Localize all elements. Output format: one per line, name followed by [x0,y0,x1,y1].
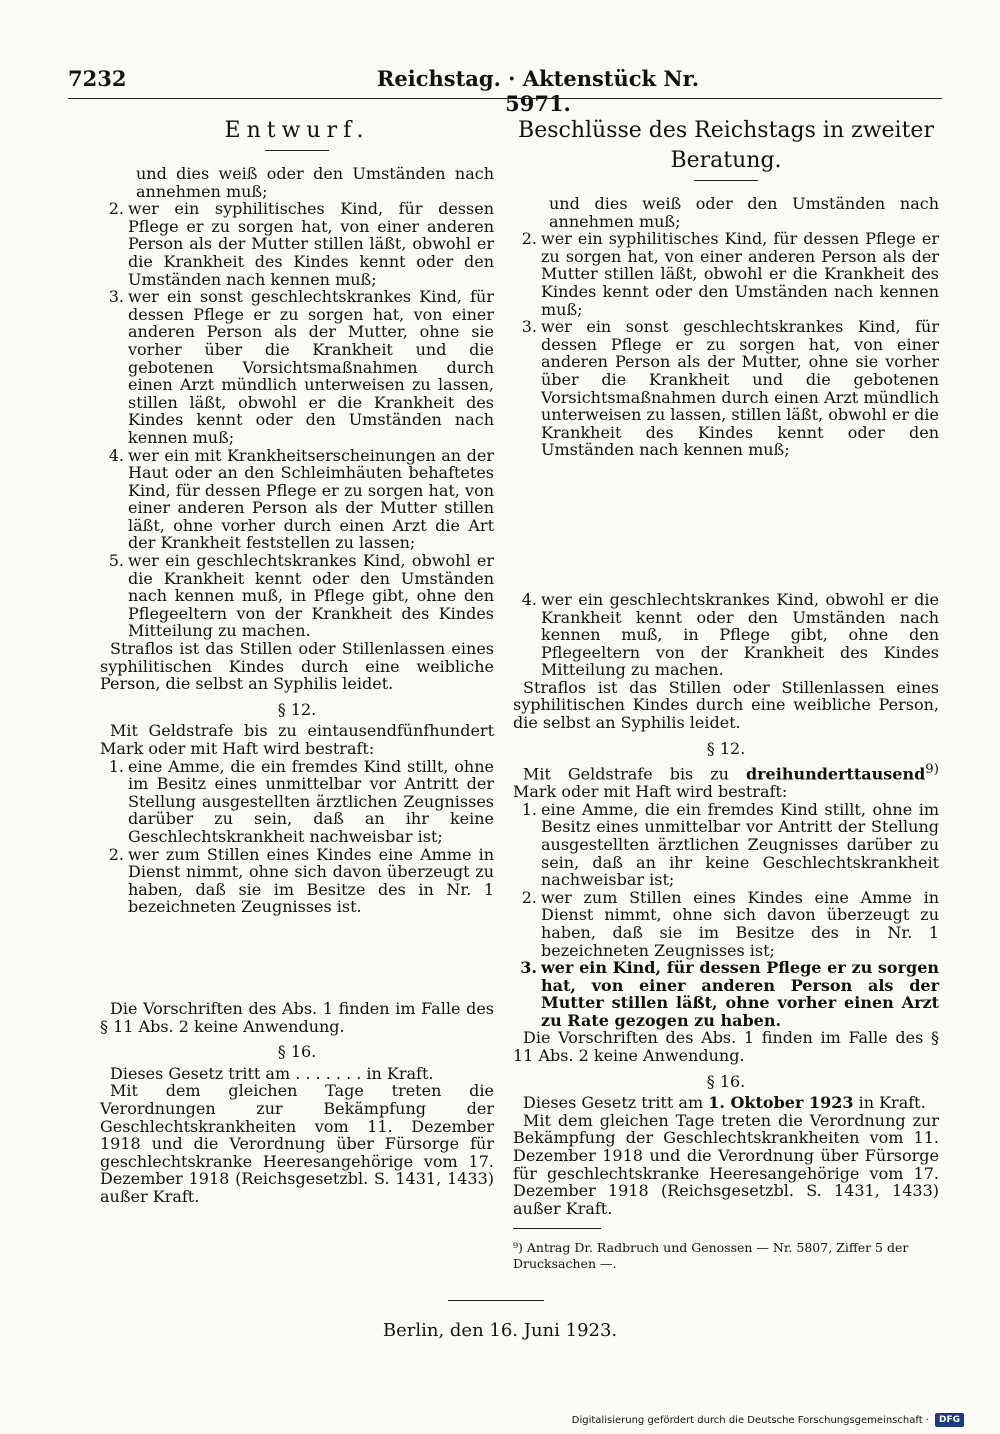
left-s12-item [100,758,494,846]
right-item-number: 4. [521,589,537,609]
right-s12-item-new [513,959,939,1029]
right-s12-item-text: eine Amme, die ein fremdes Kind stillt, ohne im Besitz eines unmittelbar vor Antritt der Stellung ausgestellten ärztlichen Zeugnisses darüber zu sein, daß an ihr keine Geschlechtskrankheit nachweisbar ist; [541,799,939,890]
left-section-16-paragraph: Mit dem gleichen Tage treten die Verordnungen zur Bekämpfung der Geschlechtskrankheiten vom 11. Dezember 1918 und die Verordnung über Fürsorge für geschlechtskranke Heeresangehörige vom 17. Dezember 1918 (Reichsgesetzbl. S. 1431, 1433) außer Kraft. [100,1081,494,1206]
digitization-credit [572,1413,964,1427]
right-s12-item [513,889,939,959]
left-s12-item-text: eine Amme, die ein fremdes Kind stillt, ohne im Besitz eines unmittelbar vor Antritt der Stellung ausgestellten ärztlichen Zeugnisses darüber zu sein, daß an ihr keine Geschlechtskrankheit nachweisbar ist; [128,756,494,846]
right-s16-pre: Dieses Gesetz tritt am [523,1093,704,1113]
running-title: Reichstag. · Aktenstück Nr. 5971. [376,66,700,116]
right-section-16-title: § 16. [706,1071,746,1091]
left-section-12-title: § 12. [277,699,317,719]
right-item-number: 3. [521,317,537,337]
right-item-text: wer ein geschlechtskrankes Kind, obwohl er die Krankheit kennt oder den Umständen nach kennen muß, in Pflege gibt, ohne den Pflegeeltern von der Krankheit des Kindes Mitteilung zu machen. [541,589,939,680]
left-item-text: wer ein geschlechtskrankes Kind, obwohl er die Krankheit kennt oder den Umständen nach kennen muß, in Pflege gibt, ohne den Pflegeeltern von der Krankheit des Kindes Mitteilung zu machen. [128,551,494,641]
left-column [100,116,494,1205]
right-straflos-paragraph: Straflos ist das Stillen oder Stillenlassen eines syphilitischen Kindes durch eine weibliche Person, die selbst an Syphilis leidet. [513,677,939,733]
page-number: 7232 [68,66,127,91]
right-s16-date: 1. Oktober 1923 [708,1093,854,1113]
right-item-text: wer ein syphilitisches Kind, für dessen Pflege er zu sorgen hat, von einer anderen Person als der Mutter stillen läßt, obwohl er die Krankheit des Kindes kennt oder den Umständen nach kennen muß; [541,229,939,319]
left-continuation: und dies weiß oder den Umständen nach annehmen muß; [136,164,494,201]
left-item-number: 5. [108,551,124,571]
right-s12-intro-post: Mark oder mit Haft wird bestraft: [513,782,788,802]
dfg-logo: DFG [935,1413,964,1427]
left-s12-item-number: 2. [108,844,124,864]
right-gap-omitted-item [513,459,939,591]
footnote: ⁹) Antrag Dr. Radbruch und Genossen — Nr. 5807, Ziffer 5 der Drucksachen —. [513,1240,909,1271]
dateline: Berlin, den 16. Juni 1923. [382,1320,618,1341]
right-s12-amount: dreihunderttausend [745,764,926,784]
left-column-heading: Entwurf. [224,118,370,143]
left-item [100,200,494,288]
right-s12-item-text: wer ein Kind, für dessen Pflege er zu sorgen hat, von einer anderen Person als der Mutter stillen läßt, ohne vorher einen Arzt zu Rate gezogen zu haben. [541,958,939,1030]
left-item [100,552,494,640]
page-header [68,66,942,116]
left-item [100,447,494,553]
footnote-reference: 9) [925,762,939,778]
right-vorschriften-paragraph: Die Vorschriften des Abs. 1 finden im Falle des § 11 Abs. 2 keine Anwendung. [513,1028,939,1066]
left-s12-item [100,846,494,916]
left-item-number: 3. [108,287,124,307]
right-item [513,230,939,318]
left-item-text: wer ein syphilitisches Kind, für dessen Pflege er zu sorgen hat, von einer anderen Person als der Mutter stillen läßt, obwohl er die Krankheit des Kindes kennt oder den Umständen nach kennen muß; [128,199,494,289]
right-heading-rule [694,180,758,181]
right-item [513,318,939,459]
left-heading-rule [265,150,329,151]
right-section-16-paragraph: Mit dem gleichen Tage treten die Verordnung zur Bekämpfung der Geschlechtskrankheiten vom 11. Dezember 1918 und die Verordnung über Fürsorge für geschlechtskranke Heeresangehörige vom 17. Dezember 1918 (Reichsgesetzbl. S. 1431, 1433) außer Kraft. [513,1110,939,1218]
left-section-16-effective: Dieses Gesetz tritt am . . . . . . . in Kraft. [110,1063,434,1083]
left-section-16-title: § 16. [277,1042,317,1062]
left-s12-item-text: wer zum Stillen eines Kindes eine Amme in Dienst nimmt, ohne sich davon überzeugt zu haben, daß sie im Besitze des in Nr. 1 bezeichneten Zeugnisses ist. [128,844,494,917]
left-gap [100,916,494,1000]
footnote-rule [513,1228,601,1229]
header-rule [68,98,942,99]
right-item-text: wer ein sonst geschlechtskrankes Kind, für dessen Pflege er zu sorgen hat, von einer anderen Person als der Mutter, ohne sie vorher über die Krankheit und die gebotenen Vorsichtsmaßnahmen durch einen Arzt mündlich unterweisen zu lassen, stillen läßt, obwohl er die Krankheit des Kindes kennt oder den Umständen nach kennen muß; [541,317,939,460]
left-item-text: wer ein sonst geschlechtskrankes Kind, für dessen Pflege er zu sorgen hat, von einer anderen Person als der Mutter, ohne sie vorher über die Krankheit und die gebotenen Vorsichtsmaßnahmen durch einen Arzt mündlich unterweisen zu lassen, stillen läßt, obwohl er die Krankheit des Kindes kennt oder den Umständen nach kennen muß; [128,287,494,447]
right-s12-item [513,801,939,889]
right-s12-item-number: 2. [521,887,537,907]
credit-text: Digitalisierung gefördert durch die Deutsche Forschungsgemeinschaft · [571,1414,929,1426]
right-s12-item-number: 3. [520,958,537,978]
right-column-heading: Beschlüsse des Reichstags in zweiter Beratung. [518,118,934,173]
right-s12-intro-pre: Mit Geldstrafe bis zu [523,764,729,784]
left-item-number: 4. [108,445,124,465]
closing-rule [448,1300,544,1301]
right-section-12-intro [513,761,939,801]
right-column [513,116,939,1217]
left-item-number: 2. [108,199,124,219]
left-item [100,288,494,446]
right-item-number: 2. [521,229,537,249]
right-s12-item-number: 1. [521,799,537,819]
right-section-16-effective [513,1094,939,1112]
right-continuation: und dies weiß oder den Umständen nach annehmen muß; [549,194,939,231]
left-item-text: wer ein mit Krankheitserscheinungen an der Haut oder an den Schleimhäuten behaftetes Kind, für dessen Pflege er zu sorgen hat, von einer anderen Person als der Mutter stillen läßt, ohne vorher durch einen Arzt die Art der Krankheit feststellen zu lassen; [128,445,494,553]
left-section-12-intro: Mit Geldstrafe bis zu eintausendfünfhundert Mark oder mit Haft wird bestraft: [100,721,494,758]
right-s12-item-text: wer zum Stillen eines Kindes eine Amme in Dienst nimmt, ohne sich davon überzeugt zu haben, daß sie im Besitze des in Nr. 1 bezeichneten Zeugnisses ist; [541,887,939,960]
right-section-12-title: § 12. [706,738,746,758]
left-straflos-paragraph: Straflos ist das Stillen oder Stillenlassen eines syphilitischen Kindes durch eine weibliche Person, die selbst an Syphilis leidet. [100,639,494,694]
right-s16-post: in Kraft. [858,1093,926,1113]
right-item [513,591,939,679]
left-s12-item-number: 1. [108,756,124,776]
left-vorschriften-paragraph: Die Vorschriften des Abs. 1 finden im Falle des § 11 Abs. 2 keine Anwendung. [100,998,494,1036]
